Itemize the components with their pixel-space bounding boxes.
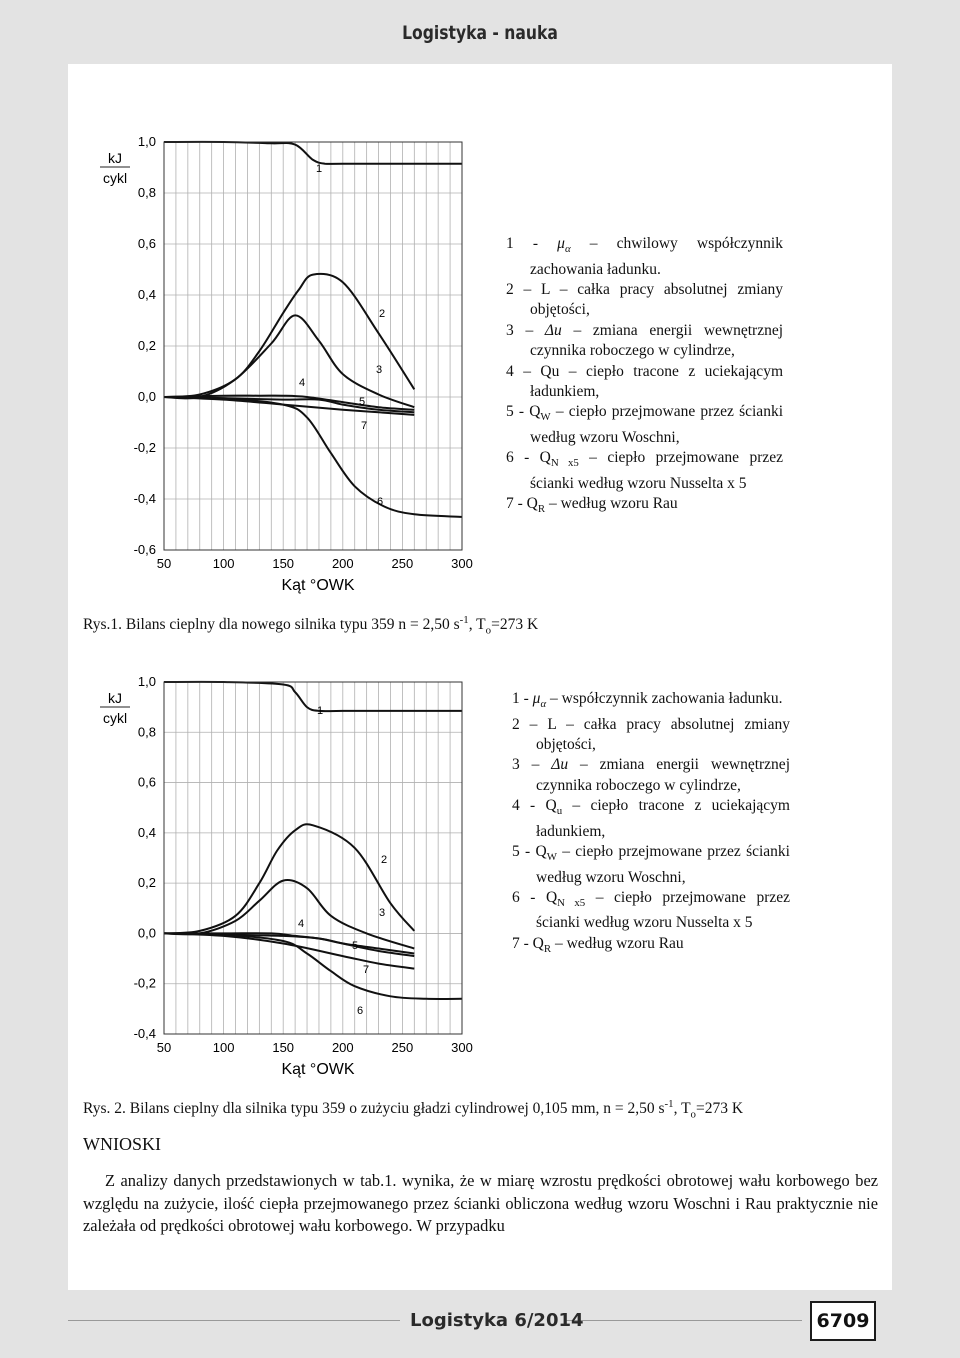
chart-2 bbox=[90, 674, 490, 1084]
figure-caption-2: Rys. 2. Bilans cieplny dla silnika typu 359 o zużyciu gładzi cylindrowej 0,105 mm, n = 2,50 $s^{-1}$, $T_o=273$ K bbox=[83, 1098, 744, 1121]
legend-1 bbox=[506, 234, 783, 520]
curve-label-2: 2 bbox=[378, 308, 386, 320]
x-tick-label: 50 bbox=[156, 556, 172, 571]
y-tick-label: -0,2 bbox=[133, 440, 156, 455]
y-tick-label: -0,2 bbox=[133, 975, 156, 991]
legend-item-7: $7 - Q_R$ – według wzoru Rau bbox=[506, 495, 678, 516]
curve-label-1: 1 bbox=[315, 163, 323, 175]
curve-label-4: 4 bbox=[298, 377, 306, 389]
y-tick-label: -0,6 bbox=[133, 542, 156, 557]
series-line-2 bbox=[164, 274, 414, 397]
y-unit-label-bottom: cykl bbox=[102, 170, 128, 186]
chart-1 bbox=[90, 128, 490, 608]
curve-label-1: 1 bbox=[316, 705, 324, 717]
series-line-3 bbox=[164, 880, 414, 948]
y-tick-label: -0,4 bbox=[133, 1026, 156, 1041]
x-tick-label: 200 bbox=[331, 556, 354, 571]
legend-2 bbox=[512, 689, 790, 959]
y-tick-label: 0,0 bbox=[137, 925, 156, 941]
curve-label-7: 7 bbox=[360, 420, 368, 432]
y-tick-label: 1,0 bbox=[137, 674, 156, 689]
y-tick-label: 0,0 bbox=[137, 389, 156, 404]
y-tick-label: 0,2 bbox=[137, 338, 156, 353]
x-tick-label: 300 bbox=[451, 556, 473, 571]
legend-item-1: $1 - \mu_\alpha$ – chwilowy współczynnik zachowania ładunku. bbox=[506, 235, 783, 278]
series-line-1 bbox=[164, 142, 462, 164]
legend-item-1: $1 - \mu_\alpha$ – współczynnik zachowania ładunku. bbox=[512, 690, 783, 711]
x-tick-label: 250 bbox=[391, 1040, 414, 1055]
journal-header: Logistyka - nauka bbox=[402, 22, 558, 44]
legend-item-7: $7 - Q_R$ – według wzoru Rau bbox=[512, 934, 684, 955]
x-tick-label: 50 bbox=[156, 1040, 172, 1055]
footer-rule-left bbox=[68, 1320, 400, 1321]
legend-item-6: $6 - Q_{N x5}$ – ciepło przejmowane przez ścianki według wzoru Nusselta x 5 bbox=[512, 888, 790, 932]
y-tick-label: 0,4 bbox=[137, 287, 156, 302]
section-heading: WNIOSKI bbox=[83, 1134, 161, 1154]
y-tick-label: 0,8 bbox=[137, 724, 156, 740]
x-tick-label: 150 bbox=[272, 556, 295, 571]
curve-label-5: 5 bbox=[358, 396, 366, 408]
legend-item-3: 3 – Δu – zmiana energii wewnętrznej czynnika roboczego w cylindrze, bbox=[506, 321, 784, 360]
y-tick-label: 0,2 bbox=[137, 875, 156, 891]
x-tick-label: 250 bbox=[391, 556, 414, 571]
legend-item-6: $6 - Q_{N x5}$ – ciepło przejmowane przez ścianki według wzoru Nusselta x 5 bbox=[506, 449, 784, 492]
y-tick-label: 0,8 bbox=[137, 185, 156, 200]
x-tick-label: 200 bbox=[331, 1040, 354, 1055]
legend-item-2: 2 – L – całka pracy absolutnej zmiany objętości, bbox=[506, 280, 783, 319]
curve-label-4: 4 bbox=[297, 918, 305, 930]
x-tick-label: 300 bbox=[451, 1040, 473, 1055]
curve-label-2: 2 bbox=[380, 854, 388, 866]
legend-item-5: $5 - Q_W$ – ciepło przejmowane przez ścianki według wzoru Woschni, bbox=[512, 843, 790, 886]
legend-item-4: 4 – Qu – ciepło tracone z uciekającym ładunkiem, bbox=[506, 362, 783, 400]
footer-journal: Logistyka 6/2014 bbox=[410, 1310, 584, 1331]
curve-label-7: 7 bbox=[362, 964, 370, 976]
y-unit-label-top: kJ bbox=[108, 690, 122, 706]
legend-item-3: 3 – Δu – zmiana energii wewnętrznej czynnika roboczego w cylindrze, bbox=[512, 756, 790, 794]
curve-label-3: 3 bbox=[378, 907, 386, 919]
figure-caption-1: Rys.1. Bilans cieplny dla nowego silnika typu 359 n = 2,50 $s^{-1}$, $T_o=273$ K bbox=[83, 614, 539, 637]
y-tick-label: 0,4 bbox=[137, 824, 156, 840]
y-tick-label: -0,4 bbox=[133, 491, 156, 506]
y-tick-label: 0,6 bbox=[137, 774, 156, 790]
curve-label-6: 6 bbox=[376, 496, 384, 508]
x-tick-label: 100 bbox=[212, 1040, 235, 1055]
curve-label-5: 5 bbox=[351, 940, 359, 952]
y-tick-label: 0,6 bbox=[137, 236, 156, 251]
page-number: 6709 bbox=[810, 1301, 876, 1341]
curve-label-6: 6 bbox=[356, 1005, 364, 1017]
series-line-1 bbox=[164, 682, 462, 711]
series-line-6 bbox=[164, 933, 462, 999]
plot-frame bbox=[164, 682, 462, 1034]
legend-item-4: $4 - Q_u$ – ciepło tracone z uciekającym ładunkiem, bbox=[512, 797, 790, 840]
x-axis-label: Kąt °OWK bbox=[281, 577, 355, 594]
footer-rule-right bbox=[566, 1320, 802, 1321]
x-axis-label: Kąt °OWK bbox=[281, 1061, 355, 1078]
series-line-2 bbox=[164, 824, 414, 933]
x-tick-label: 150 bbox=[272, 1040, 295, 1055]
body-paragraph: Z analizy danych przedstawionych w tab.1. wynika, że w miarę wzrostu prędkości obrotowej wału korbowego bez względu na zużycie, ilość ciepła przejmowanego przez ścianki obliczona według wzoru Woschni i Rau praktycznie nie zależała od prędkości obrotowej wału korbowego. W przypadku bbox=[83, 1171, 878, 1236]
y-tick-label: 1,0 bbox=[137, 134, 156, 149]
legend-item-2: 2 – L – całka pracy absolutnej zmiany objętości, bbox=[512, 715, 790, 753]
x-tick-label: 100 bbox=[212, 556, 235, 571]
curve-label-3: 3 bbox=[375, 364, 383, 376]
y-unit-label-top: kJ bbox=[108, 150, 122, 166]
y-unit-label-bottom: cykl bbox=[102, 710, 128, 726]
legend-item-5: $5 - Q_W$ – ciepło przejmowane przez ścianki według wzoru Woschni, bbox=[506, 403, 783, 446]
